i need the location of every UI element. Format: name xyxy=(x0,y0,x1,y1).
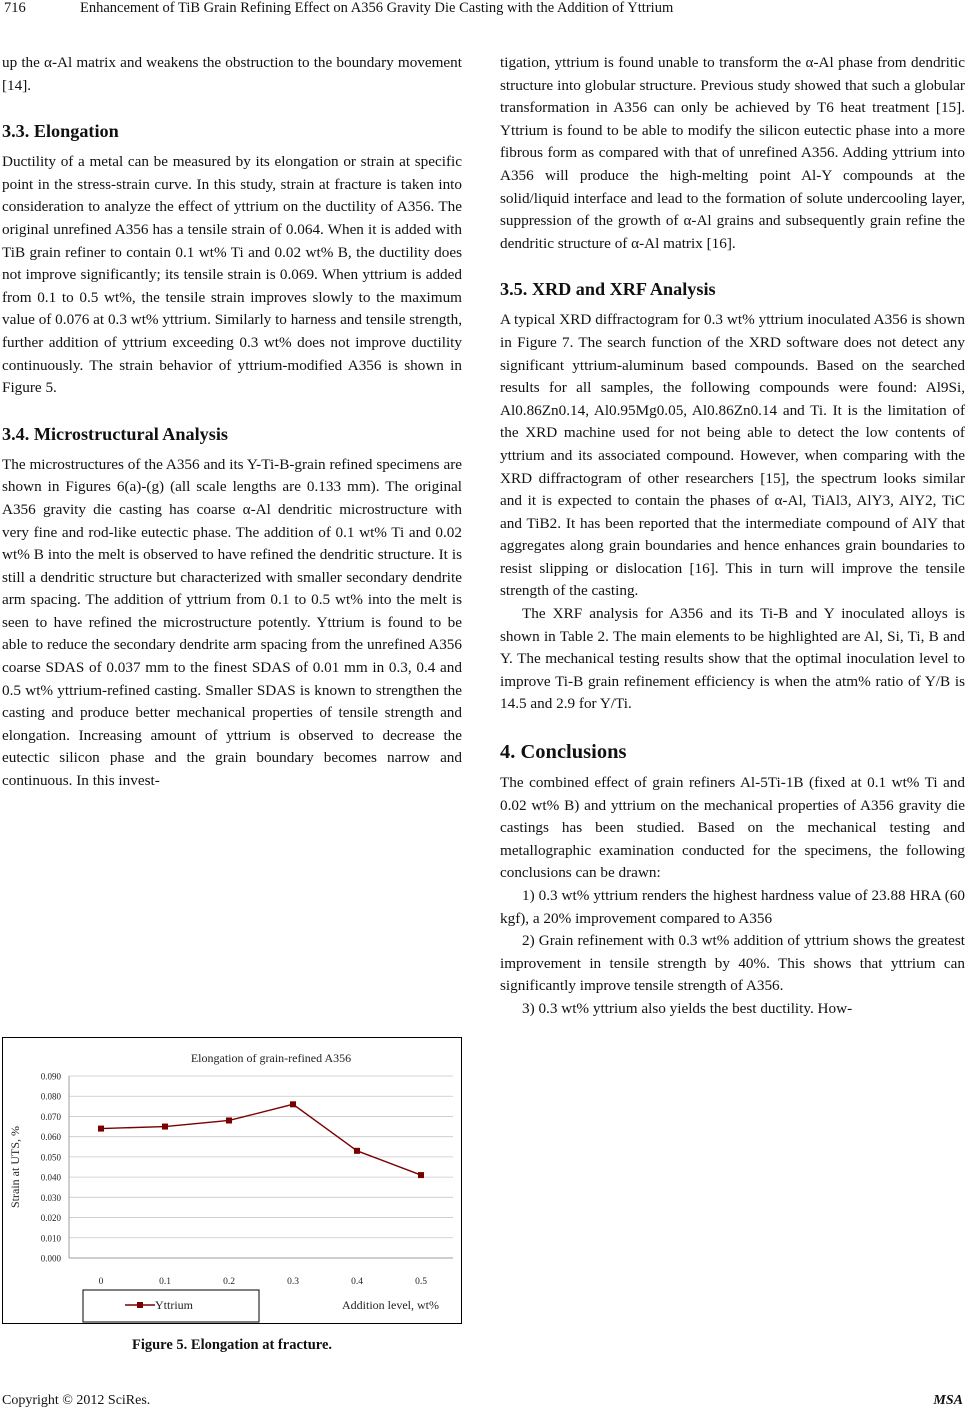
section-heading-xrd: 3.5. XRD and XRF Analysis xyxy=(500,279,716,300)
paragraph-continued: tigation, yttrium is found unable to transform the α-Al phase from dendritic structure into globular structure. Previous study showed that such a globular transformation in A356 can only be achieved by T6 heat treatment [15]. Yttrium is found to be able to modify the silicon eutectic phase into a more fibrous form as compared with that of unrefined A356. Adding yttrium into A356 will produce the high-melting point Al-Y compounds at the solid/liquid interface and lead to the formation of solute undercooling layer, suppression of the growth of α-Al grains and subsequently grain refine the dendritic structure of α-Al matrix [16]. xyxy=(500,54,965,252)
chart-title: Elongation of grain-refined A356 xyxy=(190,1051,352,1065)
y-tick-label: 0.030 xyxy=(40,1192,61,1203)
section-heading-elongation: 3.3. Elongation xyxy=(2,121,119,142)
legend-marker xyxy=(137,1302,143,1308)
data-point xyxy=(226,1117,232,1123)
y-tick-label: 0.050 xyxy=(40,1152,61,1163)
paragraph-intro: up the α-Al matrix and weakens the obstruction to the boundary movement [14]. xyxy=(2,54,462,94)
section-heading-conclusions: 4. Conclusions xyxy=(500,741,627,764)
page-number: 716 xyxy=(4,0,26,16)
running-title: Enhancement of TiB Grain Refining Effect on A356 Gravity Die Casting with the Addition of Yttrium xyxy=(80,0,674,16)
data-point xyxy=(98,1126,104,1132)
y-tick-label: 0.060 xyxy=(40,1132,61,1143)
figure-caption: Figure 5. Elongation at fracture. xyxy=(131,1337,333,1353)
y-tick-label: 0.010 xyxy=(40,1233,61,1244)
left-column xyxy=(2,52,462,793)
x-tick-label: 0.3 xyxy=(287,1277,299,1287)
copyright-footer: Copyright © 2012 SciRes. xyxy=(2,1393,151,1408)
conclusion-item-3: 3) 0.3 wt% yttrium also yields the best ductility. How- xyxy=(522,999,853,1017)
data-point xyxy=(354,1148,360,1154)
x-tick-label: 0.1 xyxy=(159,1277,171,1287)
legend-label: Yttrium xyxy=(155,1298,193,1312)
y-tick-label: 0.080 xyxy=(40,1091,61,1102)
x-tick-label: 0.2 xyxy=(223,1277,235,1287)
elongation-chart xyxy=(3,1038,461,1323)
right-column xyxy=(500,52,965,1021)
paragraph-conclusions: The combined effect of grain refiners Al-5Ti-1B (fixed at 0.1 wt% Ti and 0.02 wt% B) and yttrium on the mechanical properties of A356 gravity die castings has been studied. Based on the mechanical testing and metallographic examination conducted for the specimens, the following conclusions can be drawn: xyxy=(500,774,965,882)
y-tick-label: 0.070 xyxy=(40,1111,61,1122)
x-tick-label: 0.5 xyxy=(415,1277,427,1287)
journal-footer: MSA xyxy=(933,1393,963,1408)
data-point xyxy=(418,1172,424,1178)
conclusion-item-2: 2) Grain refinement with 0.3 wt% addition of yttrium shows the greatest improvement in tensile strength by 40%. This shows that yttrium can significantly improve tensile strength of A356. xyxy=(500,932,965,995)
paragraph-xrf: The XRF analysis for A356 and its Ti-B and Y inoculated alloys is shown in Table 2. The main elements to be highlighted are Al, Si, Ti, B and Y. The mechanical testing results show that the optimal inoculation level to improve Ti-B grain refinement efficiency is when the atm% ratio of Y/B is 14.5 and 2.9 for Y/Ti. xyxy=(500,605,965,713)
x-tick-label: 0 xyxy=(98,1277,104,1287)
conclusion-item-1: 1) 0.3 wt% yttrium renders the highest hardness value of 23.88 HRA (60 kgf), a 20% improvement compared to A356 xyxy=(500,887,965,927)
series-line-yttrium xyxy=(101,1104,421,1175)
data-point xyxy=(162,1124,168,1130)
section-heading-microstructure: 3.4. Microstructural Analysis xyxy=(2,423,228,444)
data-point xyxy=(290,1101,296,1107)
x-tick-label: 0.4 xyxy=(351,1277,363,1287)
paragraph-elongation: Ductility of a metal can be measured by its elongation or strain at specific point in the stress-strain curve. In this study, strain at fracture is taken into consideration to analyze the effect of yttrium on the ductility of A356. The original unrefined A356 has a tensile strain of 0.064. When it is added with TiB grain refiner to contain 0.1 wt% Ti and 0.02 wt% B, the ductility does not improve significantly; its tensile strain is 0.069. When yttrium is added from 0.1 to 0.5 wt%, the tensile strain improves slowly to the maximum value of 0.076 at 0.3 wt% yttrium. Similarly to harness and tensile strength, further addition of yttrium exceeding 0.3 wt% does not improve ductility continuously. The strain behavior of yttrium-modified A356 is shown in Figure 5. xyxy=(2,153,462,397)
y-axis-label: Strain at UTS, % xyxy=(8,1126,22,1208)
y-tick-label: 0.000 xyxy=(40,1253,61,1264)
x-axis-label: Addition level, wt% xyxy=(342,1298,439,1312)
y-tick-label: 0.090 xyxy=(40,1071,61,1082)
figure-5 xyxy=(2,1037,462,1324)
paragraph-xrd: A typical XRD diffractogram for 0.3 wt% yttrium inoculated A356 is shown in Figure 7. The search function of the XRD software does not detect any significant yttrium-aluminum based compounds. Based on the searched results for all samples, the following compounds were found: Al9Si, Al0.86Zn0.14, Al0.95Mg0.05, Al0.86Zn0.14 and Ti. It is the limitation of the XRD machine used for not being able to detect the low contents of yttrium and its associated compound. However, when comparing with the XRD diffractogram of other researchers [15], the spectrum looks similar and it is expected to contain the phases of α-Al, TiAl3, AlY3, AlY2, TiC and TiB2. It has been reported that the intermediate compound of AlY that aggregates along grain boundaries and hence enhances grain boundaries to resist slipping or dislocation [16]. This in turn will improve the tensile strength of the casting. xyxy=(500,311,965,600)
y-tick-label: 0.040 xyxy=(40,1172,61,1183)
paragraph-microstructure: The microstructures of the A356 and its Y-Ti-B-grain refined specimens are shown in Figures 6(a)-(g) (all scale lengths are 0.133 mm). The original A356 gravity die casting has coarse α-Al dendritic microstructure with very fine and rod-like eutectic phase. The addition of 0.1 wt% Ti and 0.02 wt% B into the melt is observed to have refined the dendritic structure. It is still a dendritic structure but characterized with smaller secondary dendrite arm spacing. The addition of yttrium from 0.1 to 0.5 wt% into the melt is seen to have refined the microstructure potently. Yttrium is found to be able to reduce the secondary dendrite arm spacing from the unrefined A356 coarse SDAS of 0.037 mm to the finest SDAS of 0.01 mm in 0.3, 0.4 and 0.5 wt% yttrium-refined casting. Smaller SDAS is known to strengthen the casting and produce better mechanical properties of tensile strength and elongation. Increasing amount of yttrium is observed to decrease the eutectic silicon phase and the grain boundary becomes narrow and continuous. In this invest- xyxy=(2,455,462,790)
page-header xyxy=(0,0,967,40)
y-tick-label: 0.020 xyxy=(40,1213,61,1224)
